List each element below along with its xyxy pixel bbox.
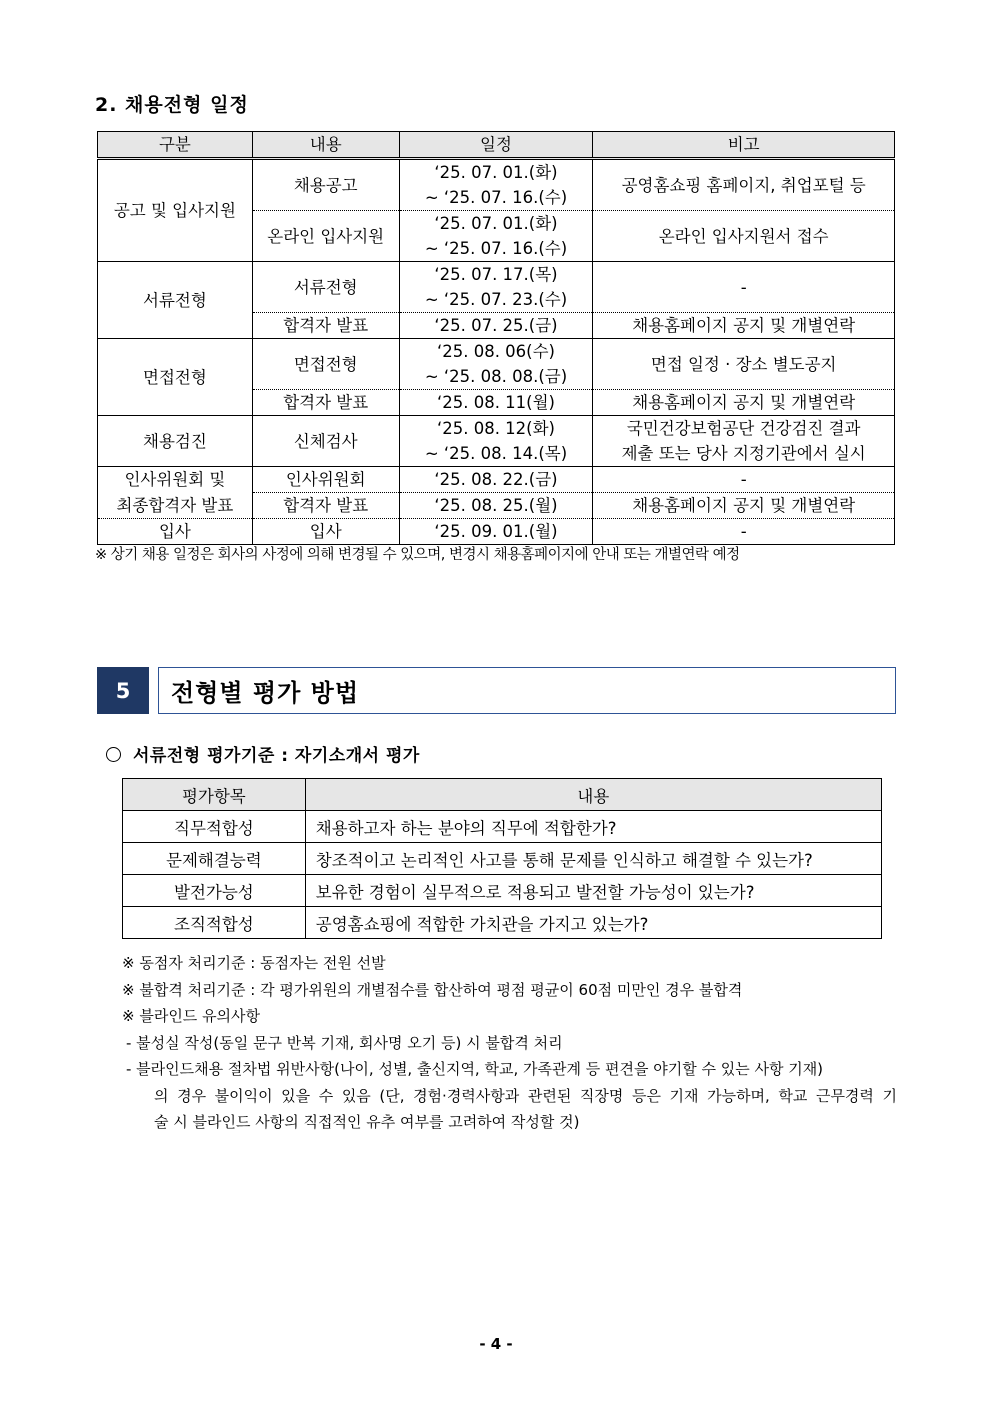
row-content: 합격자 발표 <box>252 493 399 519</box>
header-date: 일정 <box>399 132 593 159</box>
schedule-footnote: ※ 상기 채용 일정은 회사의 사정에 의해 변경될 수 있으며, 변경시 채용홈페이지에 안내 또는 개별연락 예정 <box>95 547 740 563</box>
schedule-table <box>97 131 895 545</box>
row-note-line1: 국민건강보험공단 건강검진 결과 <box>593 416 895 442</box>
group-committee-line1: 인사위원회 및 <box>98 467 253 493</box>
row-date-start: ‘25. 07. 01.(화) <box>399 211 593 237</box>
eval-item: 발전가능성 <box>123 875 306 907</box>
row-content: 인사위원회 <box>252 467 399 493</box>
row-note: - <box>593 262 895 313</box>
row-content: 채용공고 <box>252 159 399 211</box>
header-category: 구분 <box>98 132 253 159</box>
row-note-line2: 제출 또는 당사 지정기관에서 실시 <box>593 441 895 467</box>
table-row <box>98 416 895 442</box>
row-content: 합격자 발표 <box>252 313 399 339</box>
row-content: 합격자 발표 <box>252 390 399 416</box>
header-note: 비고 <box>593 132 895 159</box>
section-title: 전형별 평가 방법 <box>171 679 359 707</box>
row-note: 면접 일정 · 장소 별도공지 <box>593 339 895 390</box>
row-note: 채용홈페이지 공지 및 개별연락 <box>593 390 895 416</box>
table-row <box>98 467 895 493</box>
row-note: 온라인 입사지원서 접수 <box>593 211 895 262</box>
eval-item: 직무적합성 <box>123 811 306 843</box>
row-date: ‘25. 08. 11(월) <box>399 390 593 416</box>
circle-bullet-icon <box>106 747 121 762</box>
eval-desc: 창조적이고 논리적인 사고를 통해 문제를 인식하고 해결할 수 있는가? <box>305 843 881 875</box>
row-note: 공영홈쇼핑 홈페이지, 취업포털 등 <box>593 159 895 211</box>
table-row <box>98 493 895 519</box>
row-date: ‘25. 09. 01.(월) <box>399 519 593 545</box>
criteria-heading-text: 서류전형 평가기준 : 자기소개서 평가 <box>133 746 420 766</box>
table-row <box>123 843 882 875</box>
group-interview: 면접전형 <box>98 339 253 416</box>
notes-block <box>122 950 897 1136</box>
row-date-start: ‘25. 08. 06(수) <box>399 339 593 365</box>
note-blind-item-2: - 블라인드채용 절차법 위반사항(나이, 성별, 출신지역, 학교, 가족관계 등 편견을 야기할 수 있는 사항 기재) <box>126 1060 824 1078</box>
criteria-heading <box>106 741 420 766</box>
schedule-heading: 2. 채용전형 일정 <box>95 94 249 116</box>
row-content: 신체검사 <box>252 416 399 467</box>
row-content: 입사 <box>252 519 399 545</box>
group-checkup: 채용검진 <box>98 416 253 467</box>
row-date-end: ~ ‘25. 08. 08.(금) <box>399 364 593 390</box>
section-number: 5 <box>97 667 149 714</box>
row-date-end: ~ ‘25. 07. 23.(수) <box>399 287 593 313</box>
group-document: 서류전형 <box>98 262 253 339</box>
evaluation-header-row <box>123 779 882 811</box>
table-row <box>98 519 895 545</box>
row-note: - <box>593 519 895 545</box>
eval-item: 조직적합성 <box>123 907 306 939</box>
group-application: 공고 및 입사지원 <box>98 159 253 262</box>
schedule-header-row <box>98 132 895 159</box>
page-number: - 4 - <box>479 1335 513 1353</box>
eval-desc: 채용하고자 하는 분야의 직무에 적합한가? <box>305 811 881 843</box>
note-fail-rule: ※ 불합격 처리기준 : 각 평가위원의 개별점수를 합산하여 평점 평균이 60점 미만인 경우 불합격 <box>122 980 743 999</box>
note-blind-item-2-cont: 의 경우 불이익이 있을 수 있음 (단, 경험·경력사항과 관련된 직장명 등은 기재 가능하며, 학교 근무경력 기 <box>154 1086 897 1105</box>
eval-item: 문제해결능력 <box>123 843 306 875</box>
note-tie-rule: ※ 동점자 처리기준 : 동점자는 전원 선발 <box>122 954 386 972</box>
row-date: ‘25. 07. 25.(금) <box>399 313 593 339</box>
row-content: 서류전형 <box>252 262 399 313</box>
row-date-start: ‘25. 07. 17.(목) <box>399 262 593 288</box>
group-committee-line2: 최종합격자 발표 <box>98 493 253 519</box>
section-title-box <box>158 667 896 714</box>
note-blind-item-1: - 불성실 작성(동일 문구 반복 기재, 회사명 오기 등) 시 불합격 처리 <box>126 1033 563 1052</box>
row-date-end: ~ ‘25. 07. 16.(수) <box>399 236 593 262</box>
note-blind-title: ※ 블라인드 유의사항 <box>122 1007 261 1025</box>
table-row <box>123 875 882 907</box>
table-row <box>123 811 882 843</box>
eval-desc: 공영홈쇼핑에 적합한 가치관을 가지고 있는가? <box>305 907 881 939</box>
header-content: 내용 <box>252 132 399 159</box>
row-date-start: ‘25. 08. 12(화) <box>399 416 593 442</box>
row-note: 채용홈페이지 공지 및 개별연락 <box>593 493 895 519</box>
note-blind-item-2-end: 술 시 블라인드 사항의 직접적인 유추 여부를 고려하여 작성할 것) <box>154 1113 580 1131</box>
row-note: - <box>593 467 895 493</box>
row-date: ‘25. 08. 22.(금) <box>399 467 593 493</box>
header-desc: 내용 <box>305 779 881 811</box>
row-date-end: ~ ‘25. 08. 14.(목) <box>399 441 593 467</box>
eval-desc: 보유한 경험이 실무적으로 적용되고 발전할 가능성이 있는가? <box>305 875 881 907</box>
table-row <box>98 262 895 288</box>
row-note: 채용홈페이지 공지 및 개별연락 <box>593 313 895 339</box>
table-row <box>123 907 882 939</box>
row-content: 온라인 입사지원 <box>252 211 399 262</box>
row-date: ‘25. 08. 25.(월) <box>399 493 593 519</box>
header-item: 평가항목 <box>123 779 306 811</box>
table-row <box>98 339 895 365</box>
row-date-start: ‘25. 07. 01.(화) <box>399 159 593 186</box>
group-join: 입사 <box>98 519 253 545</box>
row-date-end: ~ ‘25. 07. 16.(수) <box>399 185 593 211</box>
evaluation-table <box>122 778 882 939</box>
table-row <box>98 159 895 186</box>
row-content: 면접전형 <box>252 339 399 390</box>
